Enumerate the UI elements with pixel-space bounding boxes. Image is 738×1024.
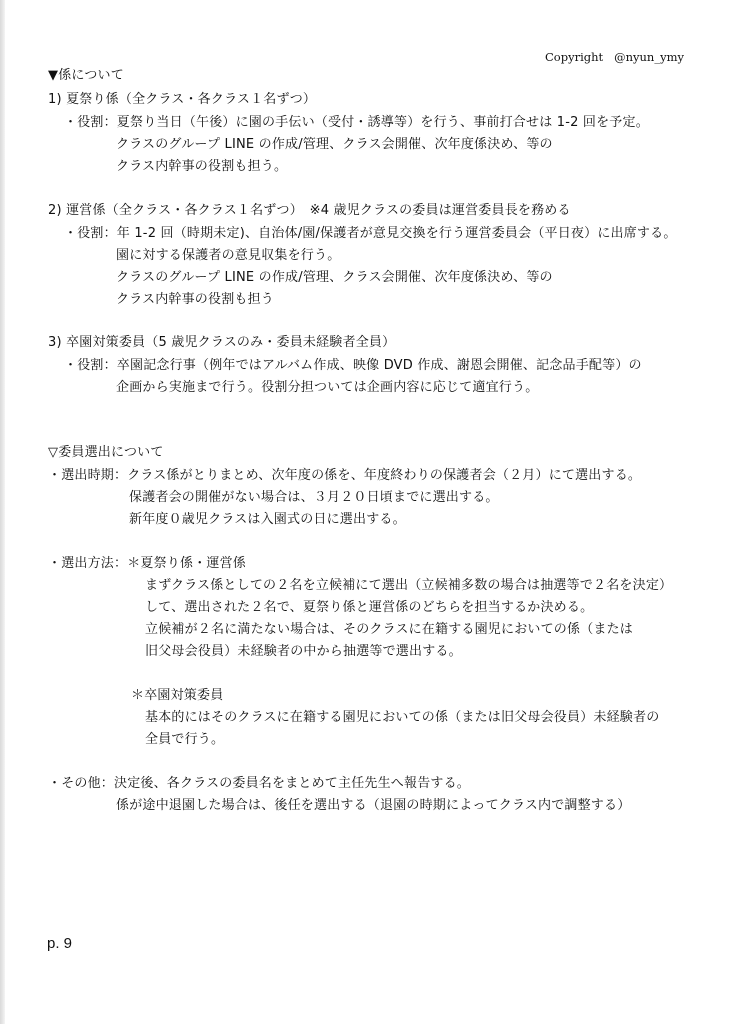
sonota-1: ・その他：決定後、各クラスの委員名をまとめて主任先生へ報告する。	[48, 776, 471, 791]
senshutsu-houhou-1: まずクラス係としての２名を立候補にて選出（立候補多数の場合は抽選等で２名を決定）	[145, 578, 673, 593]
sonota-2: 係が途中退園した場合は、後任を選出する（退園の時期によってクラス内で調整する）	[116, 798, 631, 813]
sotsuen-iin-1: 基本的にはそのクラスに在籍する園児においての係（または旧父母会役員）未経験者の	[145, 710, 660, 725]
role-line-sotsuen-2: 企画から実施まで行う。役割分担ついては企画内容に応じて適宜行う。	[116, 380, 539, 395]
copyright-notice: Copyright @nyun_ymy	[545, 50, 684, 64]
item-heading-sotsuen: 3) 卒園対策委員（5 歳児クラスのみ・委員未経験者全員）	[48, 335, 396, 350]
role-line-unei-2: 園に対する保護者の意見収集を行う。	[116, 248, 341, 263]
senshutsu-jiki-1: ・選出時期：クラス係がとりまとめ、次年度の係を、年度終わりの保護者会（２月）にて選出する。	[48, 468, 642, 483]
vertical-scrollbar[interactable]	[724, 0, 738, 1024]
section-heading-senshutsu: ▽委員選出について	[48, 445, 164, 460]
role-line-unei-4: クラス内幹事の役割も担う	[116, 292, 275, 307]
item-heading-unei: 2) 運営係（全クラス・各クラス１名ずつ） ※4 歳児クラスの委員は運営委員長を務める	[48, 203, 571, 218]
senshutsu-houhou-4: 旧父母会役員）未経験者の中から抽選等で選出する。	[145, 644, 462, 659]
section-heading-kakari: ▼係について	[48, 68, 124, 83]
sotsuen-iin-2: 全員で行う。	[145, 732, 225, 747]
page-left-edge	[0, 0, 5, 1024]
page-number: p. 9	[47, 935, 73, 952]
sotsuen-iin-heading: ＊卒園対策委員	[131, 688, 224, 703]
role-line-sotsuen-1: ・役割：卒園記念行事（例年ではアルバム作成、映像 DVD 作成、謝恩会開催、記念品手配等）の	[64, 358, 642, 373]
senshutsu-houhou-2: して、選出された２名で、夏祭り係と運営係のどちらを担当するか決める。	[145, 600, 594, 615]
senshutsu-jiki-2: 保護者会の開催がない場合は、３月２０日頃までに選出する。	[129, 490, 499, 505]
role-line-natsumatsuri-3: クラス内幹事の役割も担う。	[116, 159, 288, 174]
senshutsu-jiki-3: 新年度０歳児クラスは入園式の日に選出する。	[129, 512, 406, 527]
item-heading-natsumatsuri: 1) 夏祭り係（全クラス・各クラス１名ずつ）	[48, 92, 317, 107]
senshutsu-houhou-heading: ・選出方法：＊夏祭り係・運営係	[48, 556, 247, 571]
senshutsu-houhou-3: 立候補が２名に満たない場合は、そのクラスに在籍する園児においての係（または	[145, 622, 634, 637]
role-line-unei-1: ・役割：年 1-2 回（時期未定)、自治体/園/保護者が意見交換を行う運営委員会（平日夜）に出席する。	[64, 226, 677, 241]
role-line-natsumatsuri-1: ・役割：夏祭り当日（午後）に園の手伝い（受付・誘導等）を行う、事前打合せは 1-2 回を予定。	[64, 115, 649, 130]
role-line-natsumatsuri-2: クラスのグループ LINE の作成/管理、クラス会開催、次年度係決め、等の	[116, 137, 553, 152]
role-line-unei-3: クラスのグループ LINE の作成/管理、クラス会開催、次年度係決め、等の	[116, 270, 553, 285]
